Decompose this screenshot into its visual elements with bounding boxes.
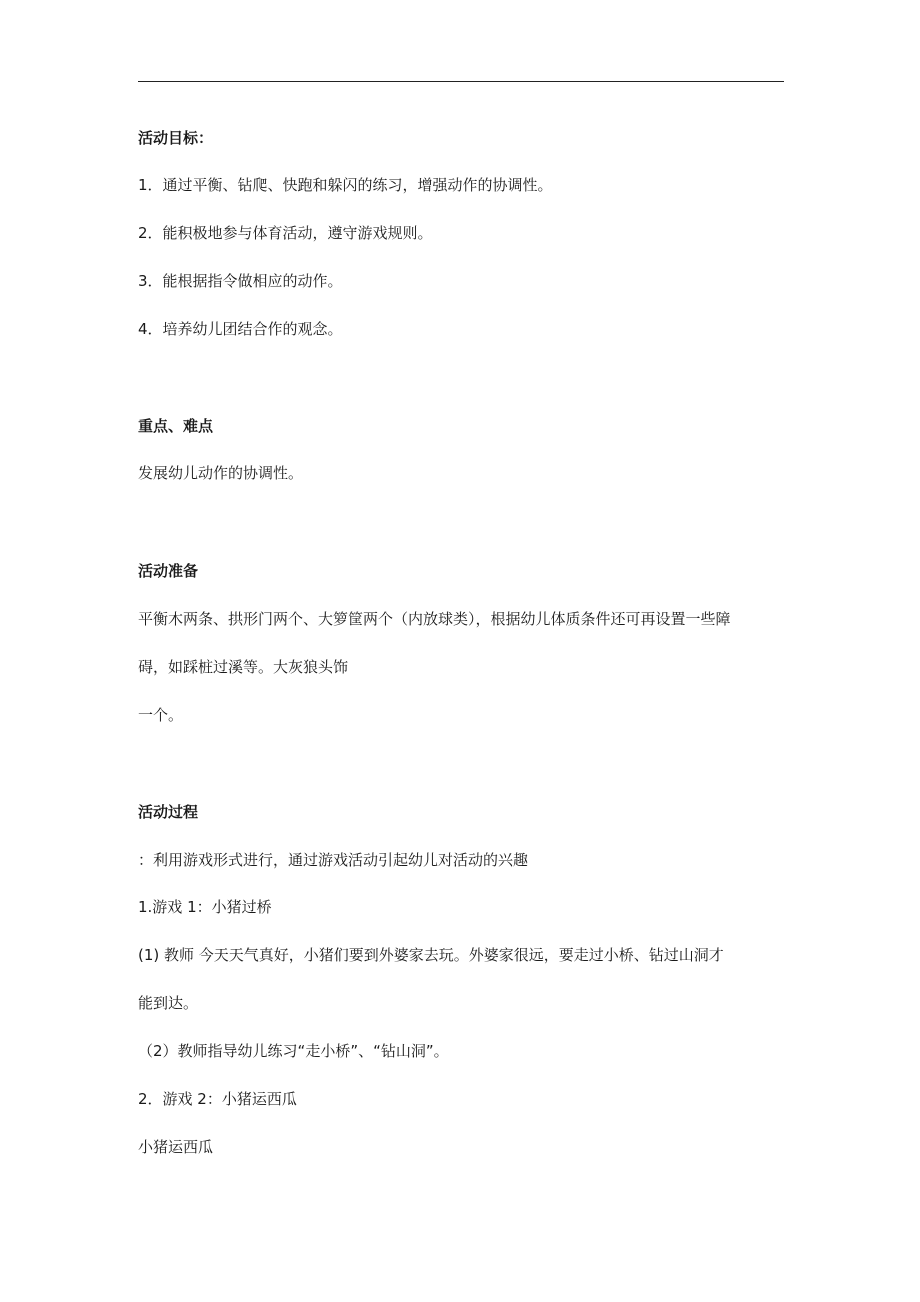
objective-item-2: 2．能积极地参与体育活动，遵守游戏规则。 — [138, 224, 433, 242]
process-line-7: 小猪运西瓜 — [138, 1138, 214, 1156]
process-line-3: (1) 教师 今天天气真好，小猪们要到外婆家去玩。外婆家很远，要走过小桥、钻过山洞才 — [138, 946, 724, 964]
process-line-2: 1.游戏 1：小猪过桥 — [138, 898, 272, 916]
process-line-6: 2．游戏 2：小猪运西瓜 — [138, 1090, 297, 1108]
process-heading: 活动过程 — [138, 803, 199, 821]
preparation-line-3: 一个。 — [138, 706, 184, 724]
preparation-line-2: 碍，如踩桩过溪等。大灰狼头饰 — [138, 658, 349, 676]
objectives-heading: 活动目标： — [138, 129, 214, 147]
header-rule — [138, 81, 784, 82]
key-points-text: 发展幼儿动作的协调性。 — [138, 464, 304, 482]
objective-item-4: 4．培养幼儿团结合作的观念。 — [138, 320, 343, 338]
objective-item-3: 3．能根据指令做相应的动作。 — [138, 272, 343, 290]
process-line-5: （2）教师指导幼儿练习“走小桥”、“钻山洞”。 — [138, 1042, 449, 1060]
objective-item-1: 1．通过平衡、钻爬、快跑和躲闪的练习，增强动作的协调性。 — [138, 176, 553, 194]
preparation-heading: 活动准备 — [138, 562, 199, 580]
process-line-1: ：利用游戏形式进行，通过游戏活动引起幼儿对活动的兴趣 — [138, 851, 529, 869]
key-points-heading: 重点、难点 — [138, 417, 214, 435]
process-line-4: 能到达。 — [138, 994, 199, 1012]
preparation-line-1: 平衡木两条、拱形门两个、大箩筐两个（内放球类），根据幼儿体质条件还可再设置一些障 — [138, 610, 731, 628]
